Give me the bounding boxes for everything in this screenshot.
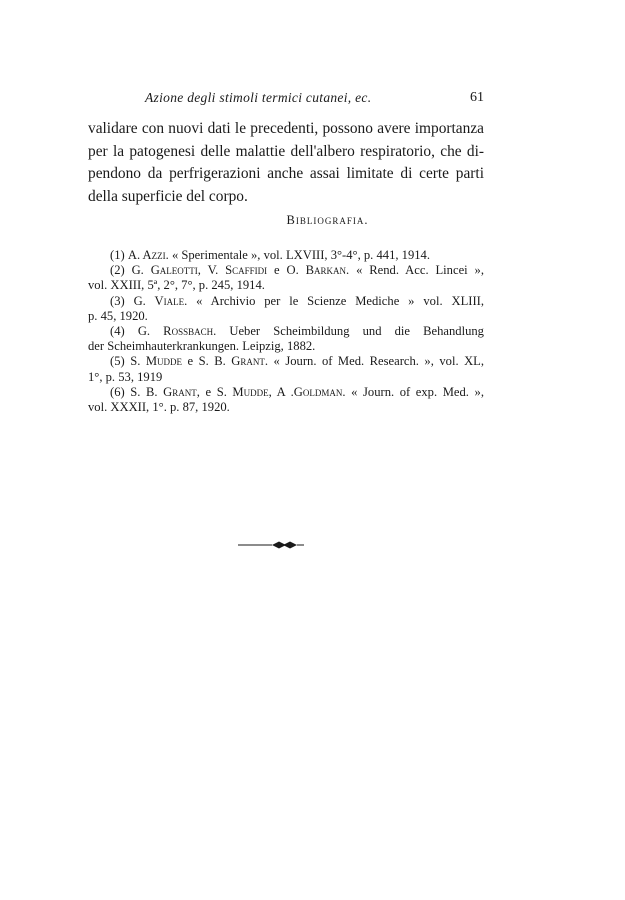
page-number: 61 <box>470 90 484 105</box>
entry-source: « Journ. of Med. Research. », vol. XL, <box>273 354 485 369</box>
entry-source: « Rend. Acc. Lincei », <box>356 263 484 278</box>
body-line: per la patogenesi delle malattie dell'albero respiratorio, che di- <box>88 142 484 160</box>
entry-source: Ueber Scheimbildung und die Behandlung <box>229 324 484 339</box>
body-line: della superficie del corpo. <box>88 187 248 205</box>
bibliography-entry-line: vol. XXIII, 5ª, 2°, 7°, p. 245, 1914. <box>88 278 265 293</box>
bibliography-entry-line: der Scheimhauterkrankungen. Leipzig, 1882. <box>88 339 316 354</box>
running-head <box>0 90 625 110</box>
bibliography-entry-line <box>88 248 484 263</box>
entry-source: « Journ. of exp. Med. », <box>351 384 484 399</box>
entry-author: G. Galeotti, V. Scaffidi <box>131 263 268 278</box>
bibliography-entry-line <box>88 324 484 339</box>
rule-with-double-diamond-ornament-icon <box>238 539 304 551</box>
entry-author: S. B. Grant. <box>198 354 269 369</box>
entry-conjunction: e <box>205 384 212 399</box>
bibliography-entry-line: vol. XXXII, 1°. p. 87, 1920. <box>88 400 230 415</box>
bibliography-entry-line <box>88 294 484 309</box>
ornament-divider <box>238 536 304 548</box>
entry-source: « Sperimentale », vol. LXVIII, 3°-4°, p. 441, 1914. <box>171 248 430 262</box>
bibliography-entry <box>88 248 484 263</box>
entry-number: (2) <box>110 263 125 278</box>
entry-author: S. Mudde <box>130 354 183 369</box>
entry-number: (6) <box>110 384 125 399</box>
bibliography-entry <box>88 354 484 384</box>
entry-number: (3) <box>110 293 125 308</box>
entry-conjunction: e <box>274 263 280 278</box>
bibliography-list <box>88 248 484 415</box>
entry-author: O. Barkan. <box>286 263 350 278</box>
entry-number: (4) <box>110 324 125 339</box>
bibliography-entry <box>88 385 484 415</box>
bibliography-entry <box>88 294 484 324</box>
bibliography-entry-line <box>88 354 484 369</box>
entry-author: S. Mudde, A .Goldman. <box>216 384 346 399</box>
entry-number: (1) <box>110 248 125 262</box>
body-line: validare con nuovi dati le precedenti, possono avere importanza <box>88 120 484 137</box>
body-line: pendono da perfrigerazioni anche assai limitate di certe parti <box>88 165 484 182</box>
entry-number: (5) <box>110 354 125 369</box>
bibliography-entry <box>88 263 484 293</box>
entry-author: G. Viale. <box>133 293 188 308</box>
bibliography-entry-line: 1°, p. 53, 1919 <box>88 369 163 384</box>
entry-author: G. Rossbach. <box>137 324 217 339</box>
entry-conjunction: e <box>187 354 194 369</box>
bibliography-heading: Bibliografia. <box>286 213 369 227</box>
entry-author: S. B. Grant, <box>130 384 200 399</box>
bibliography-entry <box>88 324 484 354</box>
running-title: Azione degli stimoli termici cutanei, ec. <box>145 90 372 105</box>
bibliography-entry-line: p. 45, 1920. <box>88 308 148 323</box>
bibliography-entry-line <box>88 385 484 400</box>
entry-author: A. Azzi. <box>127 248 169 262</box>
bibliography-entry-line <box>88 263 484 278</box>
entry-source: « Archivio per le Scienze Mediche » vol. XLIII, <box>196 293 484 308</box>
body-paragraph <box>88 118 484 208</box>
